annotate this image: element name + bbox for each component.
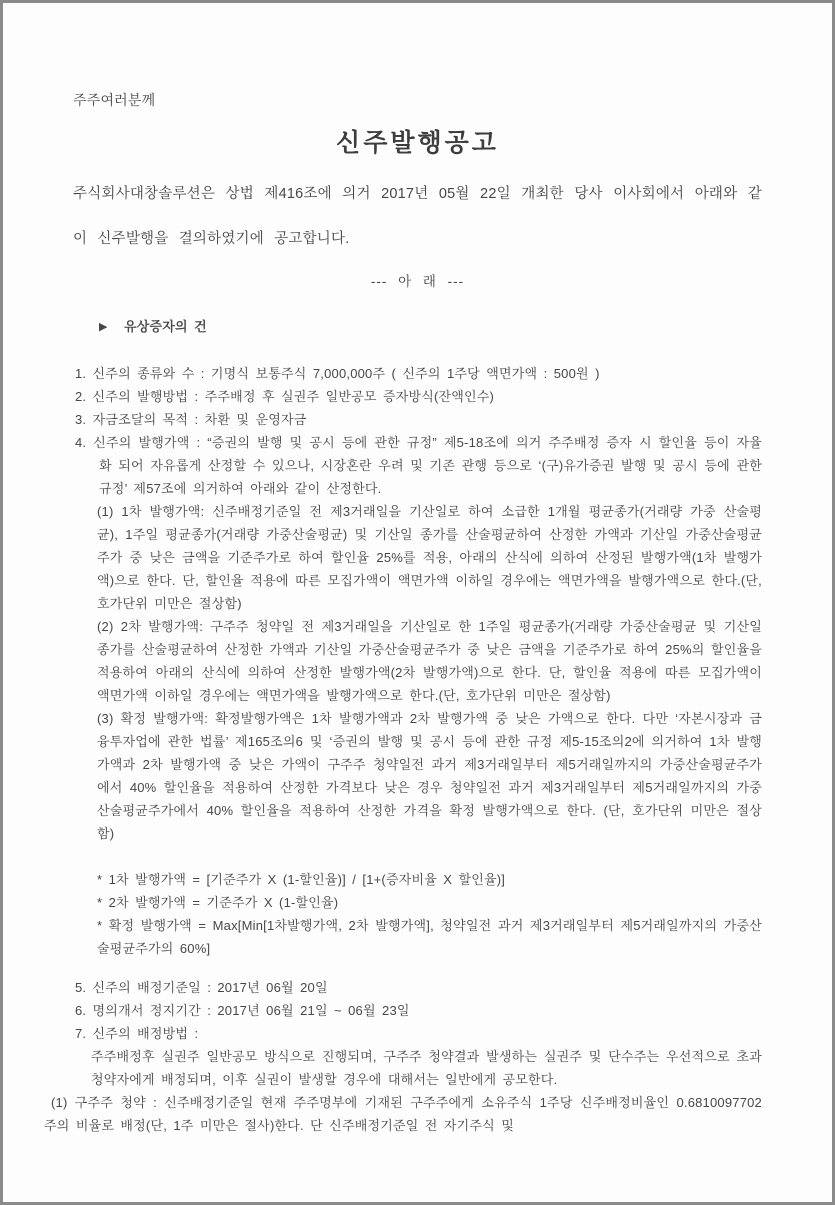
triangle-bullet-icon: ▶: [99, 321, 108, 333]
agenda-heading: [99, 315, 762, 340]
list-item-4: 4. 신주의 발행가액 : “증권의 발행 및 공시 등에 관한 규정” 제5-18조에 의거 주주배정 증자 시 할인율 등이 자율화 되어 자유롭게 산정할 수 있으나, 시장혼란 우려 및 기존 관행 등으로 ‘(구)유가증권 발행 및 공시 등에 관한 규정’ 제57조에 의거하여 아래와 같이 산정한다.: [75, 435, 762, 496]
item4-sub-paragraph-2: (2) 2차 발행가액: 구주주 청약일 전 제3거래일을 기산일로 한 1주일 평균종가(거래량 가중산술평균 및 기산일 종가를 산술평균하여 산정한 가액과 기산일 가중산술평균주가 중 낮은 금액을 기준주가로 하여 25%의 할인율을 적용하여 아래의 산식에 의하여 산정한 발행가액(2차 발행가액)으로 한다. 단, 할인율 적용에 따른 모집가액이 액면가액 이하일 경우에는 액면가액을 발행가액으로 한다.(단, 호가단위 미만은 절상함): [97, 619, 762, 703]
intro-paragraph: 주식회사대창솔루션은 상법 제416조에 의거 2017년 05월 22일 개최한 당사 이사회에서 아래와 같이 신주발행을 결의하였기에 공고합니다.: [73, 186, 762, 247]
salutation: 주주여러분께: [73, 92, 156, 108]
list-item-3: 3. 자금조달의 목적 : 차환 및 운영자금: [75, 412, 307, 427]
formula-second-issue-price: * 2차 발행가액 = 기준주가 X (1-할인율): [97, 895, 339, 910]
list-item-7: 7. 신주의 배정방법 :: [75, 1026, 199, 1041]
formula-first-issue-price: * 1차 발행가액 = [기준주가 X (1-할인율)] / [1+(증자비율 X 할인율)]: [97, 872, 506, 887]
list-item-5: 5. 신주의 배정기준일 : 2017년 06월 20일: [75, 980, 328, 995]
item7-sub-paragraph-1: (1) 구주주 청약 : 신주배정기준일 현재 주주명부에 기재된 구주주에게 소유주식 1주당 신주배정비율인 0.6810097702주의 비율로 배정(단, 1주 미만은 절사)한다. 단 신주배정기준일 전 자기주식 및: [44, 1095, 762, 1133]
below-divider: --- 아 래 ---: [370, 274, 465, 289]
item4-sub-paragraph-1: (1) 1차 발행가액: 신주배정기준일 전 제3거래일을 기산일로 하여 소급한 1개월 평균종가(거래량 가중 산술평균), 1주일 평균종가(거래량 가중산술평균) 및 기산일 종가를 산술평균하여 산정한 가액과 기산일 가중산술평균주가 중 낮은 금액을 기준주가로 하여 할인율 25%를 적용, 아래의 산식에 의하여 산정된 발행가액(1차 발행가액)으로 한다. 단, 할인율 적용에 따른 모집가액이 액면가액 이하일 경우에는 액면가액을 발행가액으로 한다.(단, 호가단위 미만은 절상함): [97, 504, 762, 611]
item4-sub-paragraph-3: (3) 확정 발행가액: 확정발행가액은 1차 발행가액과 2차 발행가액 중 낮은 가액으로 한다. 다만 ‘자본시장과 금융투자업에 관한 법률’ 제165조의6 및 ‘증권의 발행 및 공시 등에 관한 규정 제5-15조의2에 의거하여 1차 발행가액과 2차 발행가액 중 낮은 가액이 구주주 청약일전 과거 제3거래일부터 제5거래일까지의 가중산술평균주가에서 40% 할인율을 적용하여 산정한 가격보다 낮은 경우 청약일전 과거 제3거래일부터 제5거래일까지의 가중산술평균주가에서 40% 할인율을 적용하여 산정한 가격을 확정 발행가액으로 한다. (단, 호가단위 미만은 절상함): [97, 711, 762, 841]
price-formulas: [73, 868, 762, 960]
formula-final-issue-price: * 확정 발행가액 = Max[Min[1차발행가액, 2차 발행가액], 청약일전 과거 제3거래일부터 제5거래일까지의 가중산술평균주가의 60%]: [97, 918, 762, 956]
item7-detail-paragraph: 주주배정후 실권주 일반공모 방식으로 진행되며, 구주주 청약결과 발생하는 실권주 및 단수주는 우선적으로 초과청약자에게 배정되며, 이후 실권이 발생할 경우에 대해서는 일반에게 공모한다.: [91, 1049, 762, 1087]
agenda-title: 유상증자의 건: [123, 319, 207, 334]
terms-list: [44, 362, 762, 1137]
list-item-2: 2. 신주의 발행방법 : 주주배정 후 실권주 일반공모 증자방식(잔액인수): [75, 389, 495, 404]
list-item-1: 1. 신주의 종류와 수 : 기명식 보통주식 7,000,000주 ( 신주의 1주당 액면가액 : 500원 ): [75, 366, 600, 381]
document-content: [3, 3, 832, 1137]
list-item-6: 6. 명의개서 정지기간 : 2017년 06월 21일 ~ 06월 23일: [75, 1003, 410, 1018]
page-title: 신주발행공고: [336, 129, 499, 157]
